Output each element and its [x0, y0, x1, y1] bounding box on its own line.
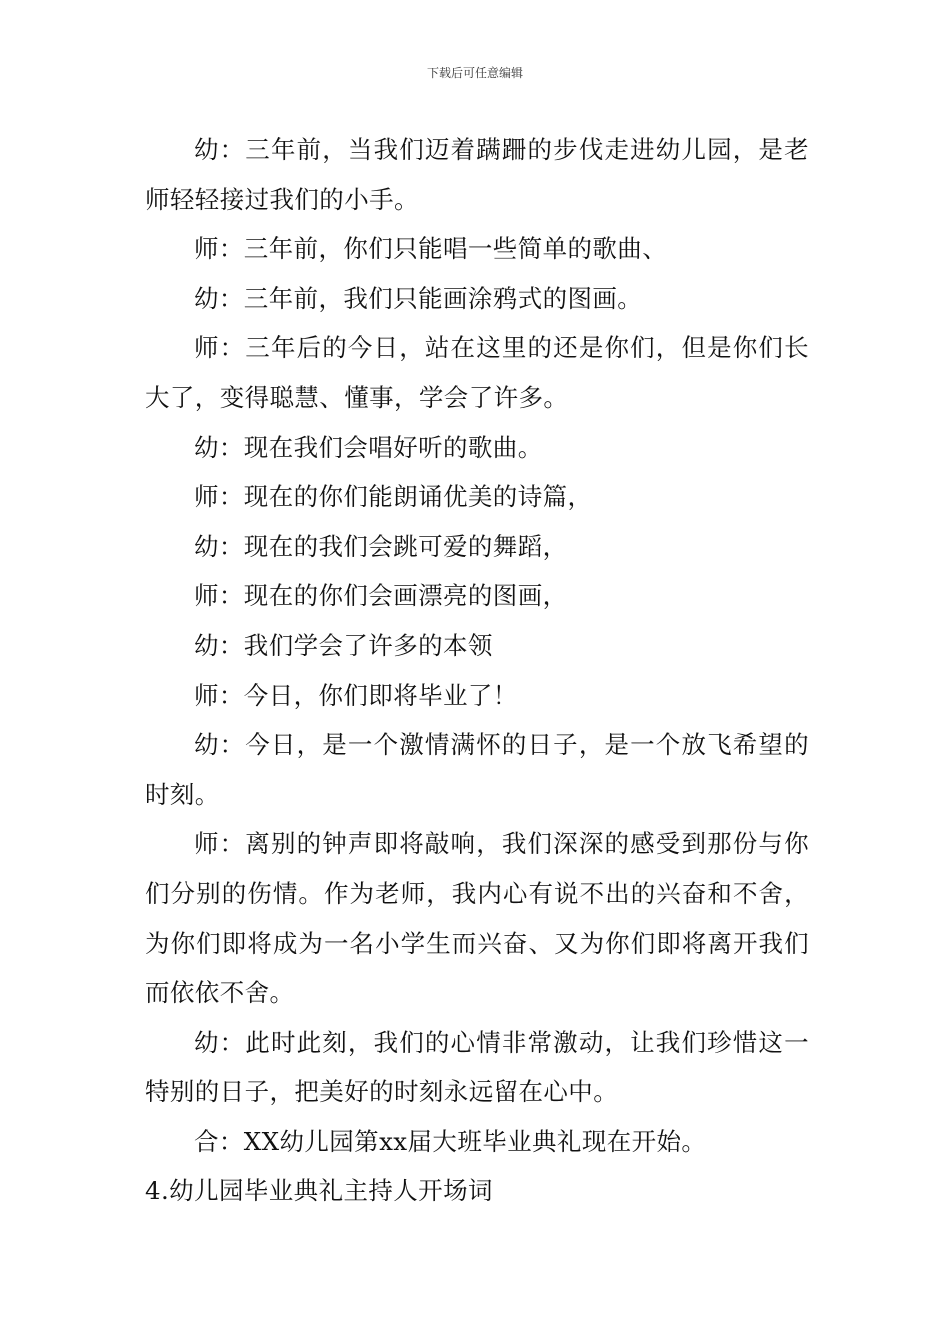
- paragraph: 师：三年后的今日，站在这里的还是你们，但是你们长大了，变得聪慧、懂事，学会了许多。: [145, 333, 809, 412]
- paragraph: 幼：此时此刻，我们的心情非常激动，让我们珍惜这一特别的日子，把美好的时刻永远留在心中。: [145, 1027, 809, 1107]
- paragraph: 师：现在的你们会画漂亮的图画，: [194, 581, 568, 611]
- paragraph: 幼：我们学会了许多的本领: [194, 630, 493, 660]
- paragraph: 师：现在的你们能朗诵优美的诗篇，: [194, 482, 593, 512]
- paragraph: 师：今日，你们即将毕业了！: [194, 680, 518, 710]
- section-heading: 4.幼儿园毕业典礼主持人开场词: [145, 1176, 493, 1206]
- document-body: [145, 125, 809, 1216]
- paragraph: 幼：今日，是一个激情满怀的日子，是一个放飞希望的时刻。: [145, 730, 809, 809]
- paragraph: 师：离别的钟声即将敲响，我们深深的感受到那份与你们分别的伤情。作为老师，我内心有说不出的兴奋和不舍，为你们即将成为一名小学生而兴奋、又为你们即将离开我们而依依不舍。: [145, 829, 809, 1008]
- paragraph: 幼：现在我们会唱好听的歌曲。: [194, 432, 543, 462]
- paragraph: 幼：三年前，我们只能画涂鸦式的图画。: [194, 283, 643, 313]
- paragraph: 幼：现在的我们会跳可爱的舞蹈，: [194, 531, 568, 561]
- paragraph: 合：XX幼儿园第xx届大班毕业典礼现在开始。: [194, 1126, 707, 1156]
- page-header: 下载后可任意编辑: [426, 66, 523, 80]
- paragraph: 师：三年前，你们只能唱一些简单的歌曲、: [194, 234, 668, 264]
- paragraph: 幼：三年前，当我们迈着蹒跚的步伐走进幼儿园，是老师轻轻接过我们的小手。: [145, 135, 809, 214]
